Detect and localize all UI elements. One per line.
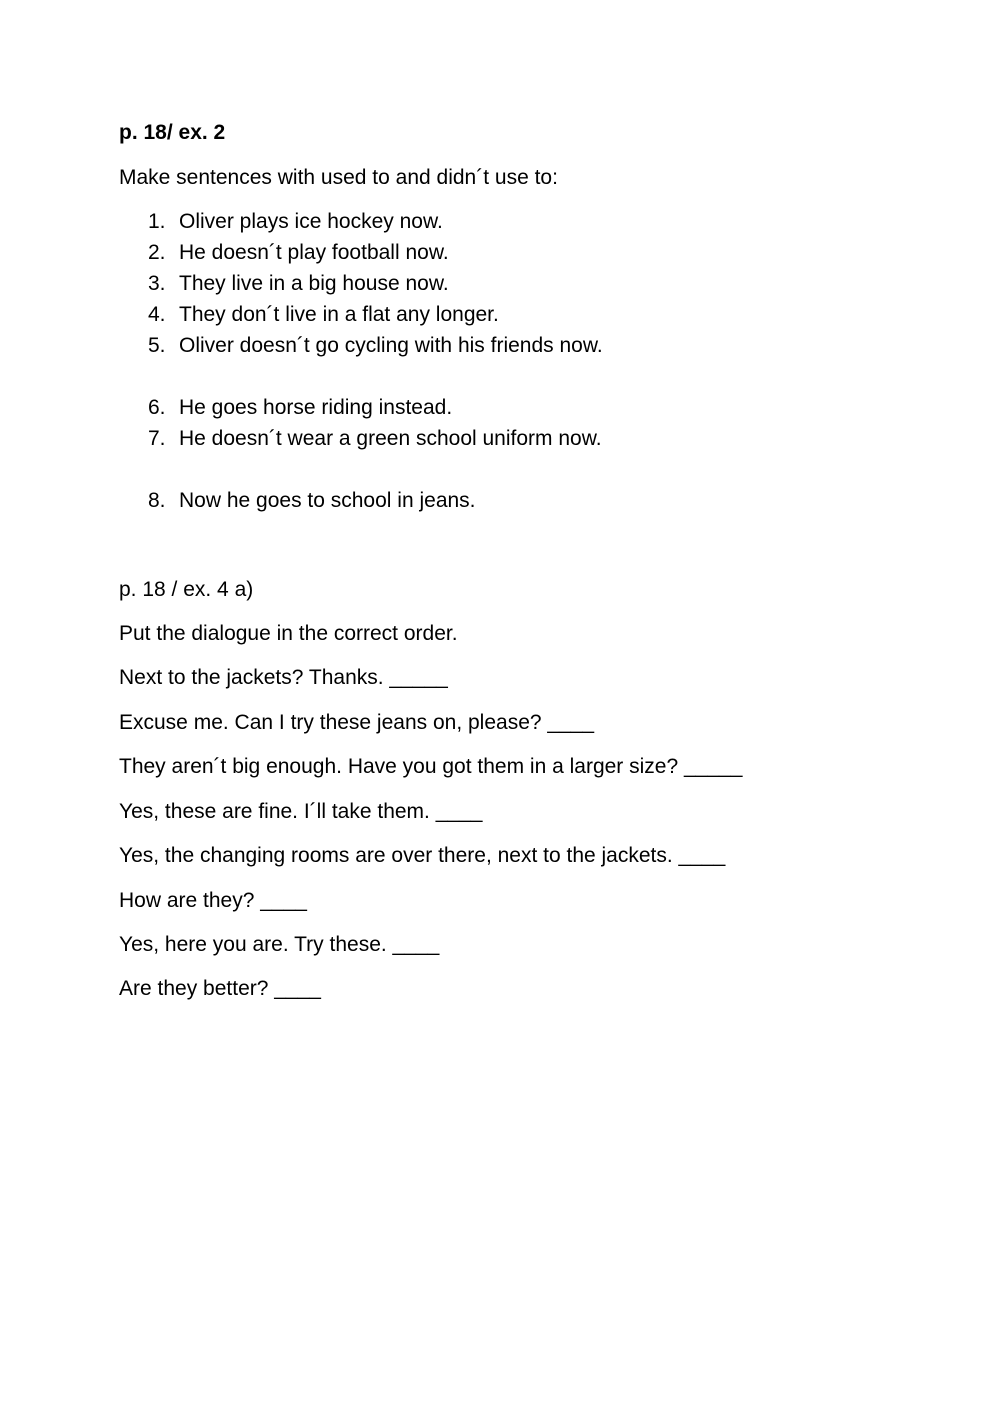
list-item-text: He goes horse riding instead. (179, 396, 453, 419)
list-item (148, 209, 443, 235)
list-item-text: Now he goes to school in jeans. (179, 489, 476, 512)
list-item-number: 3. (148, 272, 166, 295)
section1-heading: p. 18/ ex. 2 (119, 121, 226, 144)
list-item-number: 4. (148, 303, 166, 326)
dialogue-line: Yes, here you are. Try these. ____ (119, 933, 440, 956)
dialogue-line: Excuse me. Can I try these jeans on, please? ____ (119, 711, 595, 734)
dialogue-line: Next to the jackets? Thanks. _____ (119, 666, 448, 689)
list-item-number: 2. (148, 241, 166, 264)
list-item-number: 1. (148, 210, 166, 233)
list-item (148, 488, 476, 514)
list-item-number: 5. (148, 334, 166, 357)
list-item-number: 8. (148, 489, 166, 512)
list-item-text: Oliver plays ice hockey now. (179, 210, 443, 233)
list-item (148, 426, 602, 452)
list-item-text: They live in a big house now. (179, 272, 449, 295)
dialogue-line: They aren´t big enough. Have you got them in a larger size? _____ (119, 755, 743, 778)
list-item (148, 395, 452, 421)
list-item-text: He doesn´t play football now. (179, 241, 449, 264)
list-item-text: They don´t live in a flat any longer. (179, 303, 499, 326)
list-item-number: 7. (148, 427, 166, 450)
section2-heading: p. 18 / ex. 4 a) (119, 578, 254, 601)
dialogue-line: Yes, the changing rooms are over there, next to the jackets. ____ (119, 844, 726, 867)
list-item (148, 302, 499, 328)
section2-instruction: Put the dialogue in the correct order. (119, 622, 458, 645)
dialogue-line: How are they? ____ (119, 889, 307, 912)
list-item-text: Oliver doesn´t go cycling with his friends now. (179, 334, 603, 357)
list-item (148, 271, 449, 297)
list-item-text: He doesn´t wear a green school uniform now. (179, 427, 602, 450)
list-item (148, 333, 603, 359)
section1-instruction: Make sentences with used to and didn´t use to: (119, 166, 558, 189)
list-item-number: 6. (148, 396, 166, 419)
dialogue-line: Are they better? ____ (119, 977, 321, 1000)
list-item (148, 240, 449, 266)
dialogue-line: Yes, these are fine. I´ll take them. ____ (119, 800, 483, 823)
